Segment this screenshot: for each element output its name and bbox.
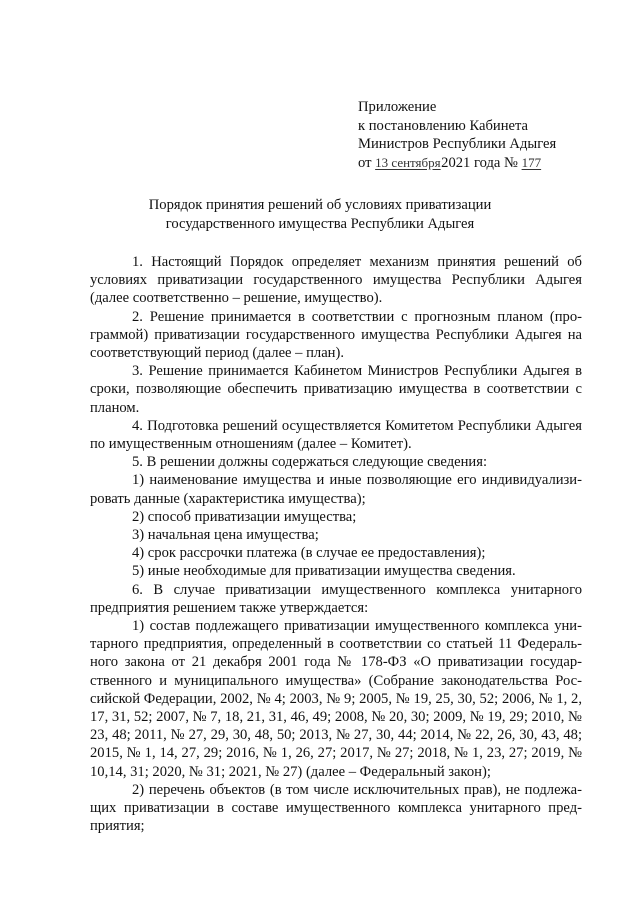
paragraph-5-item-5: 5) иные необходимые для приватизации имущества сведения. <box>132 563 516 580</box>
date-value: 13 сентября <box>375 154 441 170</box>
resolution-number: 177 <box>521 154 542 170</box>
paragraph-5: 5. В решении должны содержаться следующие сведения: <box>132 454 488 471</box>
appendix-line-2: к постановлению Кабинета <box>358 117 529 134</box>
appendix-block <box>358 98 608 172</box>
paragraph-5-item-2: 2) способ приватизации имущества; <box>132 508 357 525</box>
paragraph-5-item-3: 3) начальная цена имущества; <box>132 527 319 544</box>
date-prefix: от <box>358 154 376 171</box>
title-line-1: Порядок принятия решений об условиях приватизации <box>148 197 492 213</box>
paragraph-6-item-1: 1) состав подлежащего приватизации имущественного комплекса унитарного предприятия, определенный в соответствии со статьей 11 Федерального закона от 21 декабря 2001 года № 178-ФЗ «О приватизации государственного и муниципального имущества» (Собрание законодательства Российской Федерации, 2002, № 4; 2003, № 9; 2005, № 19, 25, 30, 52; 2006, № 1, 2, 17, 31, 52; 2007, № 7, 18, 21, 31, 46, 49; 2008, № 20, 30; 2009, № 19, 29; 2010, № 23, 48; 2011, № 27, 29, 30, 48, 50; 2013, № 27, 30, 44; 2014, № 22, 26, 30, 43, 48; 2015, № 1, 14, 27, 29; 2016, № 1, 26, 27; 2017, № 27; 2018, № 1, 23, 27; 2019, № 10,14, 31; 2020, № 31; 2021, № 27) (далее – Федеральный закон); <box>90 618 582 780</box>
date-suffix: 2021 года № <box>441 154 522 171</box>
paragraph-3: 3. Решение принимается Кабинетом Министров Республики Адыгея в сроки, позволяющие обеспечить приватизацию имущества в соответствии с планом. <box>90 363 582 416</box>
document-body <box>90 253 582 836</box>
document-title <box>110 196 530 233</box>
paragraph-2: 2. Решение принимается в соответствии с прогнозным планом (программой) приватизации государственного имущества Республики Адыгея на соответствующий период (далее – план). <box>90 308 582 362</box>
paragraph-6: 6. В случае приватизации имущественного комплекса унитарного предприятия решением также утверждается: <box>90 581 582 616</box>
appendix-line-1: Приложение <box>358 99 437 115</box>
paragraph-5-item-4: 4) срок рассрочки платежа (в случае ее предоставления); <box>132 545 486 562</box>
paragraph-1: 1. Настоящий Порядок определяет механизм принятия решений об условиях приватизации государственного имущества Республики Адыгея (далее соответственно – решение, имущество). <box>90 254 582 307</box>
appendix-date-line <box>358 154 608 173</box>
appendix-line-3: Министров Республики Адыгея <box>358 136 557 153</box>
title-line-2: государственного имущества Республики Адыгея <box>165 215 475 232</box>
paragraph-4: 4. Подготовка решений осуществляется Комитетом Республики Адыгея по имущественным отношениям (далее – Комитет). <box>90 417 582 453</box>
paragraph-5-item-1: 1) наименование имущества и иные позволяющие его индивидуализировать данные (характеристика имущества); <box>90 472 582 507</box>
paragraph-6-item-2: 2) перечень объектов (в том числе исключительных прав), не подлежащих приватизации в составе имущественного комплекса унитарного предприятия; <box>90 781 582 835</box>
